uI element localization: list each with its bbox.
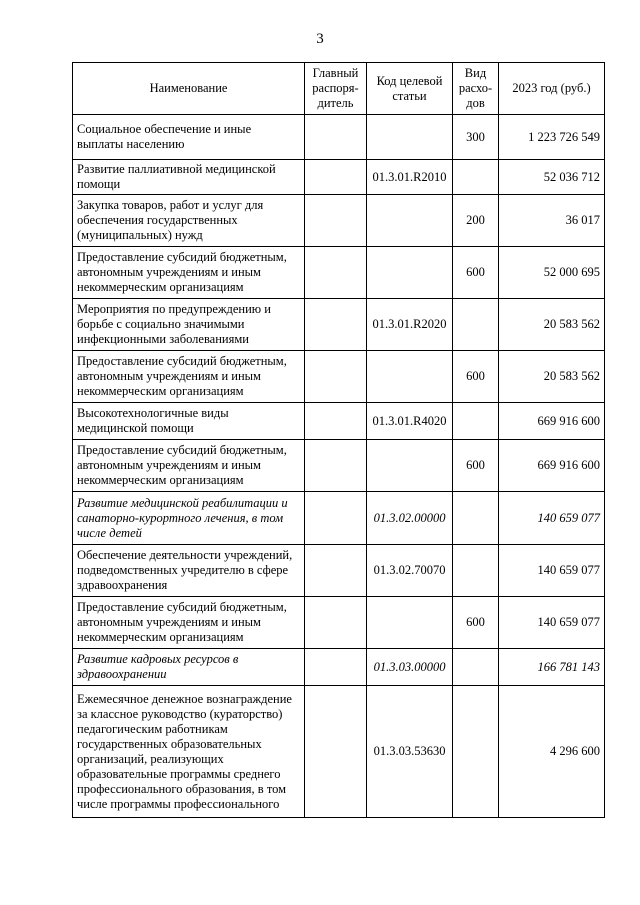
row-chief-manager-cell <box>305 440 367 492</box>
row-amount-cell: 140 659 077 <box>499 545 605 597</box>
row-chief-manager-cell <box>305 160 367 195</box>
row-expense-type-cell <box>453 160 499 195</box>
row-expense-type-cell <box>453 545 499 597</box>
row-chief-manager-cell <box>305 649 367 686</box>
table-header-row <box>73 63 605 115</box>
row-chief-manager-cell <box>305 195 367 247</box>
table-row <box>73 299 605 351</box>
page-number: 3 <box>316 31 324 47</box>
row-expense-type-cell <box>453 649 499 686</box>
header-name: Наименование <box>73 63 305 115</box>
row-amount-cell: 669 916 600 <box>499 403 605 440</box>
row-name-cell: Развитие медицинской реабилитации и санаторно-курортного лечения, в том числе детей <box>73 492 305 545</box>
row-chief-manager-cell <box>305 686 367 818</box>
row-chief-manager-cell <box>305 545 367 597</box>
row-expense-type-cell: 600 <box>453 247 499 299</box>
row-target-code-cell: 01.3.01.R2020 <box>367 299 453 351</box>
row-target-code-cell: 01.3.03.00000 <box>367 649 453 686</box>
table-row <box>73 686 605 818</box>
table-row <box>73 351 605 403</box>
row-target-code-cell <box>367 115 453 160</box>
row-expense-type-cell: 200 <box>453 195 499 247</box>
row-name-cell: Предоставление субсидий бюджетным, автономным учреждениям и иным некоммерческим организациям <box>73 247 305 299</box>
row-amount-cell: 669 916 600 <box>499 440 605 492</box>
row-chief-manager-cell <box>305 115 367 160</box>
row-name-cell: Мероприятия по предупреждению и борьбе с социально значимыми инфекционными заболеваниями <box>73 299 305 351</box>
row-expense-type-cell: 300 <box>453 115 499 160</box>
header-chief-manager: Главный распоря-дитель <box>305 63 367 115</box>
header-target-code: Код целевой статьи <box>367 63 453 115</box>
row-target-code-cell: 01.3.02.00000 <box>367 492 453 545</box>
row-name-cell: Развитие кадровых ресурсов в здравоохранении <box>73 649 305 686</box>
row-chief-manager-cell <box>305 351 367 403</box>
budget-table <box>72 62 605 818</box>
table-row <box>73 195 605 247</box>
table-row <box>73 597 605 649</box>
row-target-code-cell: 01.3.01.R4020 <box>367 403 453 440</box>
header-year-2023: 2023 год (руб.) <box>499 63 605 115</box>
row-amount-cell: 166 781 143 <box>499 649 605 686</box>
row-expense-type-cell <box>453 686 499 818</box>
row-target-code-cell <box>367 195 453 247</box>
row-target-code-cell <box>367 440 453 492</box>
row-target-code-cell <box>367 247 453 299</box>
row-expense-type-cell: 600 <box>453 597 499 649</box>
row-expense-type-cell <box>453 299 499 351</box>
row-name-cell: Ежемесячное денежное вознаграждение за классное руководство (кураторство) педагогическим работникам государственных образовательных организаций, реализующих образовательные программы среднего профессионального образования, в том числе программы профессионального <box>73 686 305 818</box>
row-expense-type-cell <box>453 403 499 440</box>
row-chief-manager-cell <box>305 597 367 649</box>
row-chief-manager-cell <box>305 492 367 545</box>
row-chief-manager-cell <box>305 247 367 299</box>
row-amount-cell: 52 000 695 <box>499 247 605 299</box>
row-amount-cell: 52 036 712 <box>499 160 605 195</box>
row-target-code-cell: 01.3.02.70070 <box>367 545 453 597</box>
row-target-code-cell <box>367 597 453 649</box>
row-name-cell: Развитие паллиативной медицинской помощи <box>73 160 305 195</box>
table-row <box>73 545 605 597</box>
row-amount-cell: 20 583 562 <box>499 299 605 351</box>
row-name-cell: Закупка товаров, работ и услуг для обеспечения государственных (муниципальных) нужд <box>73 195 305 247</box>
table-row <box>73 649 605 686</box>
row-amount-cell: 20 583 562 <box>499 351 605 403</box>
row-name-cell: Предоставление субсидий бюджетным, автономным учреждениям и иным некоммерческим организациям <box>73 597 305 649</box>
table-row <box>73 492 605 545</box>
row-target-code-cell: 01.3.01.R2010 <box>367 160 453 195</box>
table-row <box>73 403 605 440</box>
table-row <box>73 160 605 195</box>
row-amount-cell: 1 223 726 549 <box>499 115 605 160</box>
row-target-code-cell: 01.3.03.53630 <box>367 686 453 818</box>
row-amount-cell: 4 296 600 <box>499 686 605 818</box>
row-name-cell: Социальное обеспечение и иные выплаты населению <box>73 115 305 160</box>
row-name-cell: Предоставление субсидий бюджетным, автономным учреждениям и иным некоммерческим организациям <box>73 351 305 403</box>
row-amount-cell: 36 017 <box>499 195 605 247</box>
row-expense-type-cell: 600 <box>453 440 499 492</box>
row-chief-manager-cell <box>305 299 367 351</box>
table-row <box>73 440 605 492</box>
header-expense-type: Вид расхо-дов <box>453 63 499 115</box>
row-amount-cell: 140 659 077 <box>499 597 605 649</box>
table-row <box>73 115 605 160</box>
row-name-cell: Высокотехнологичные виды медицинской помощи <box>73 403 305 440</box>
row-chief-manager-cell <box>305 403 367 440</box>
table-row <box>73 247 605 299</box>
row-expense-type-cell <box>453 492 499 545</box>
row-expense-type-cell: 600 <box>453 351 499 403</box>
row-target-code-cell <box>367 351 453 403</box>
row-name-cell: Предоставление субсидий бюджетным, автономным учреждениям и иным некоммерческим организациям <box>73 440 305 492</box>
row-amount-cell: 140 659 077 <box>499 492 605 545</box>
row-name-cell: Обеспечение деятельности учреждений, подведомственных учредителю в сфере здравоохранения <box>73 545 305 597</box>
